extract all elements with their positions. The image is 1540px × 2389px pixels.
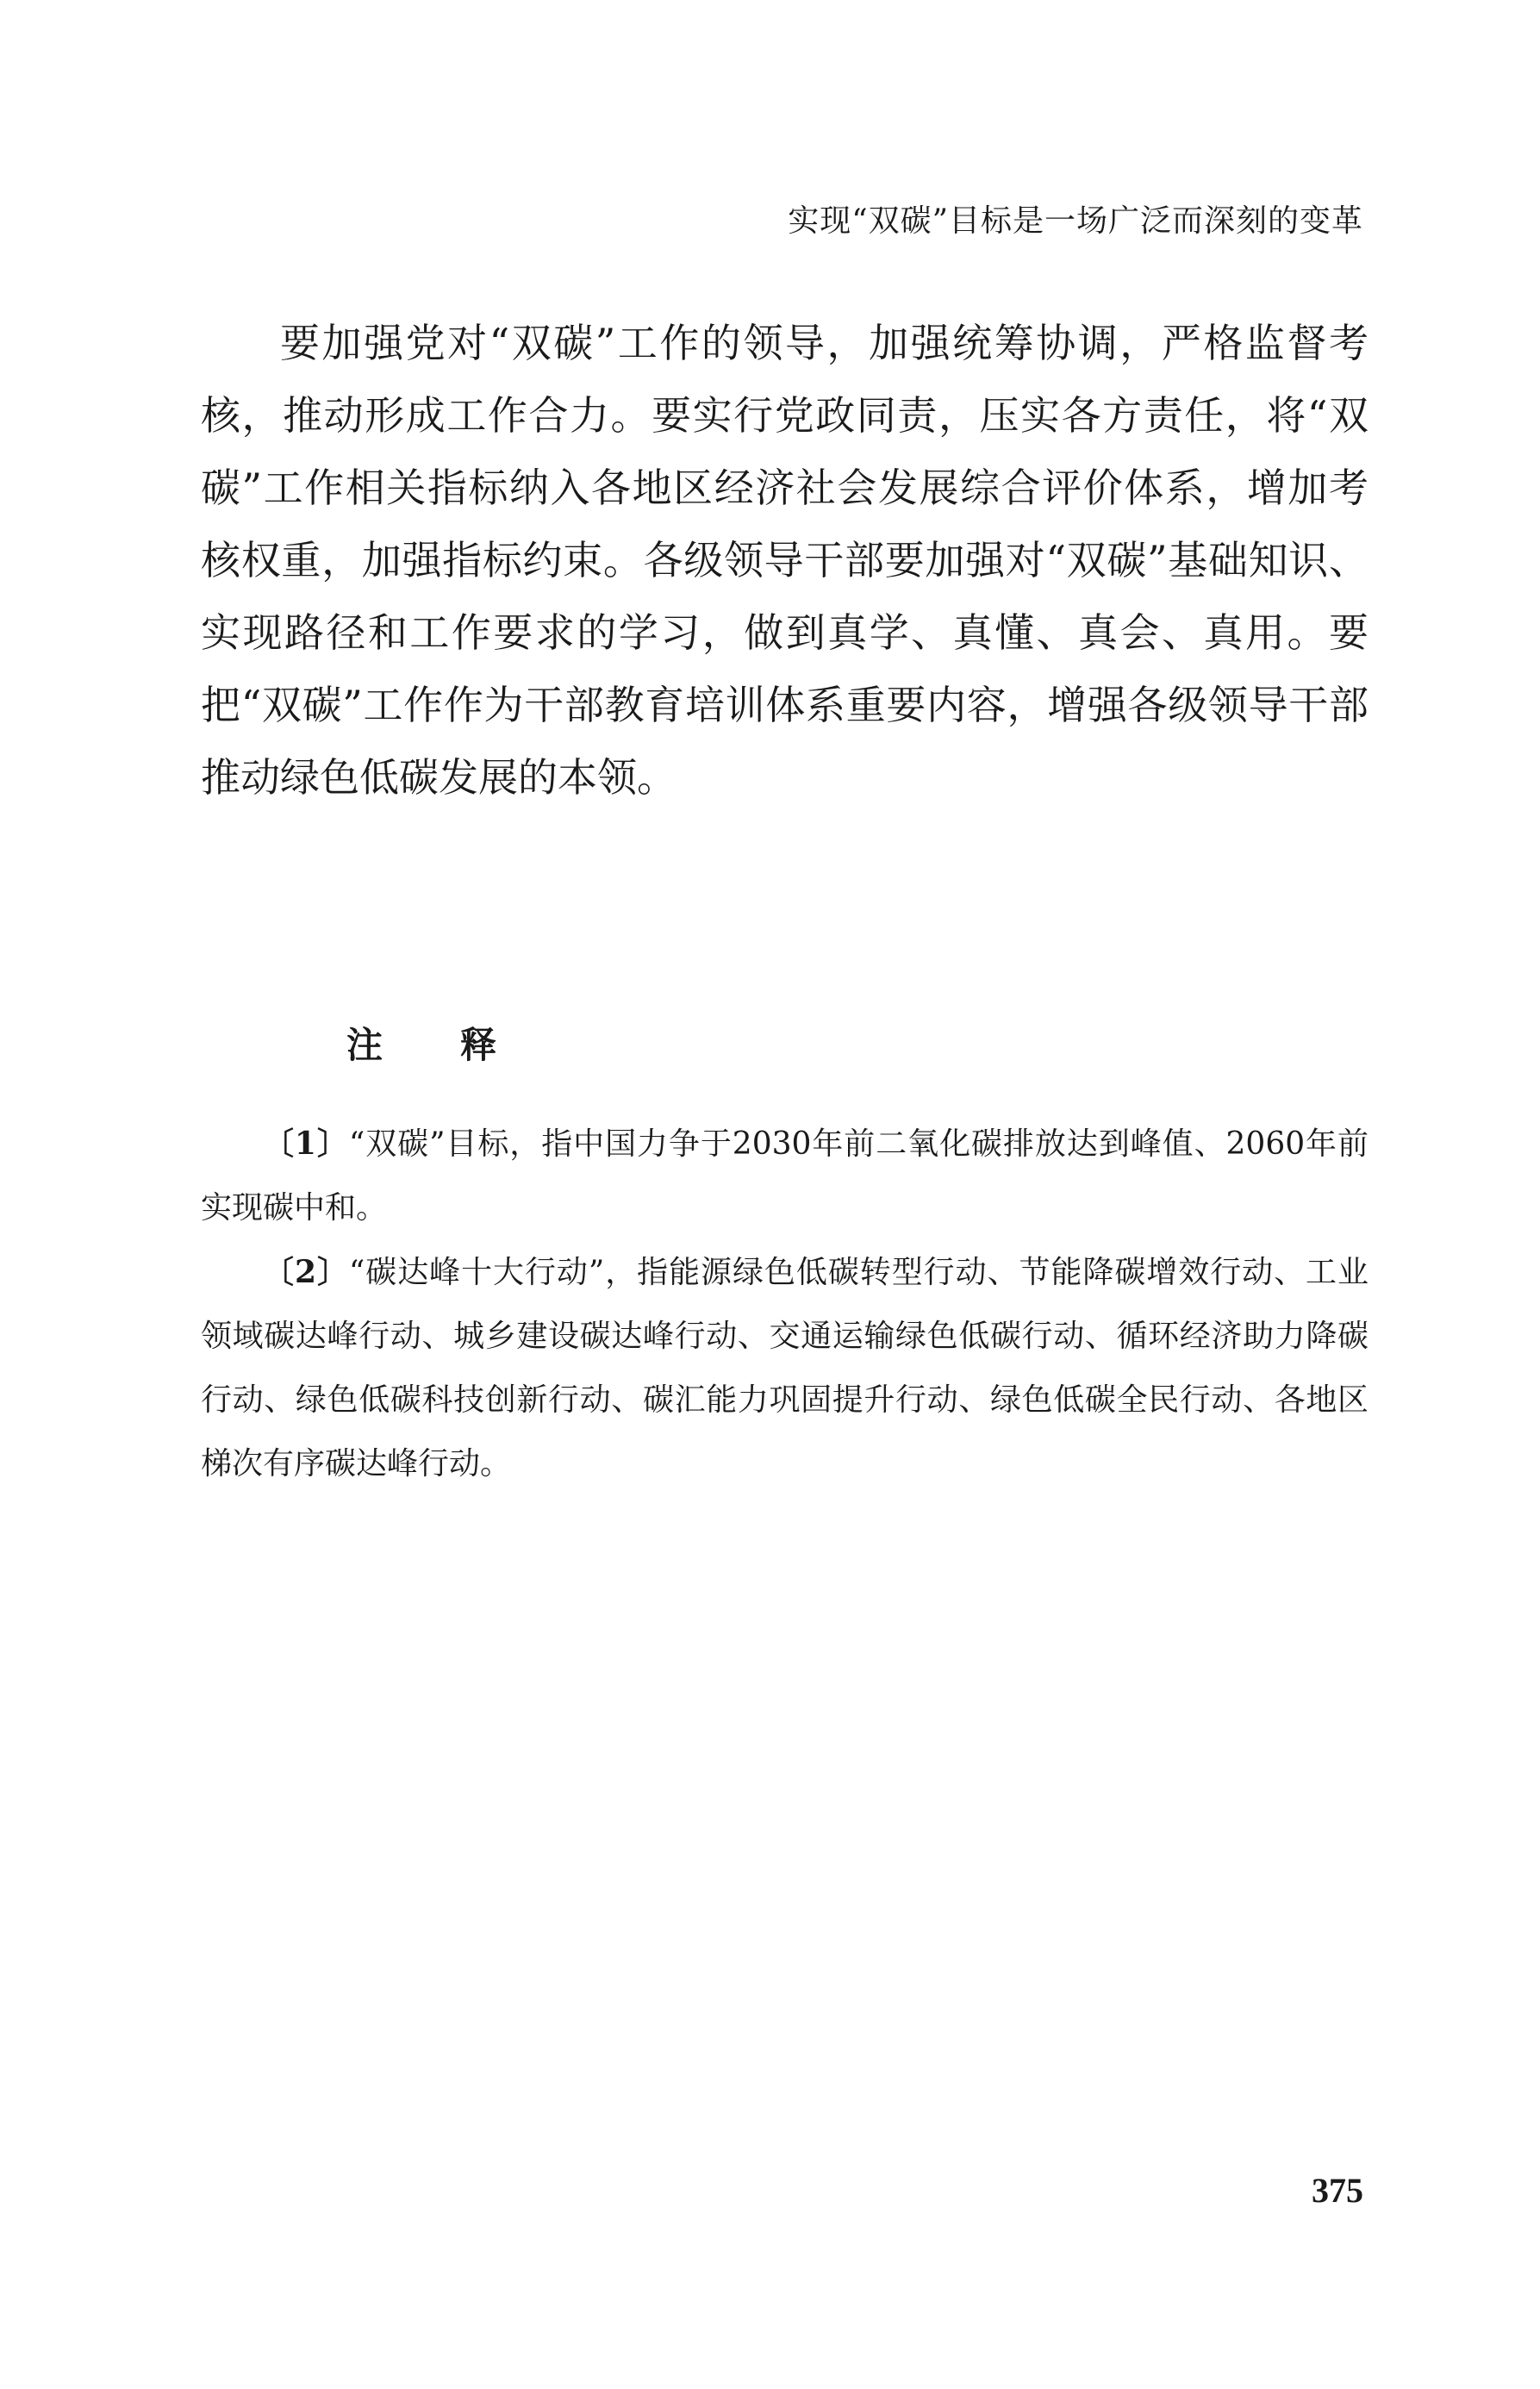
note-number: 〔1〕 xyxy=(263,1126,349,1162)
notes-heading-left: 注 xyxy=(346,1024,383,1066)
notes-heading-right: 释 xyxy=(460,1024,497,1066)
note-text: “碳达峰十大行动”，指能源绿色低碳转型行动、节能降碳增效行动、工业领域碳达峰行动、城乡建设碳达峰行动、交通运输绿色低碳行动、循环经济助力降碳行动、绿色低碳科技创新行动、碳汇能力巩固提升行动、绿色低碳全民行动、各地区梯次有序碳达峰行动。 xyxy=(201,1255,1369,1481)
running-header: 实现“双碳”目标是一场广泛而深刻的变革 xyxy=(788,203,1363,239)
notes-list xyxy=(201,1112,1369,1496)
note-item xyxy=(201,1112,1369,1240)
page-number: 375 xyxy=(1312,2171,1363,2210)
note-text: “双碳”目标，指中国力争于2030年前二氧化碳排放达到峰值、2060年前实现碳中和。 xyxy=(201,1126,1369,1226)
body-paragraph: 要加强党对“双碳”工作的领导，加强统筹协调，严格监督考核，推动形成工作合力。要实行党政同责，压实各方责任，将“双碳”工作相关指标纳入各地区经济社会发展综合评价体系，增加考核权重，加强指标约束。各级领导干部要加强对“双碳”基础知识、实现路径和工作要求的学习，做到真学、真懂、真会、真用。要把“双碳”工作作为干部教育培训体系重要内容，增强各级领导干部推动绿色低碳发展的本领。 xyxy=(201,320,1369,801)
note-item xyxy=(201,1240,1369,1496)
notes-heading xyxy=(346,1017,496,1069)
note-number: 〔2〕 xyxy=(263,1254,349,1290)
